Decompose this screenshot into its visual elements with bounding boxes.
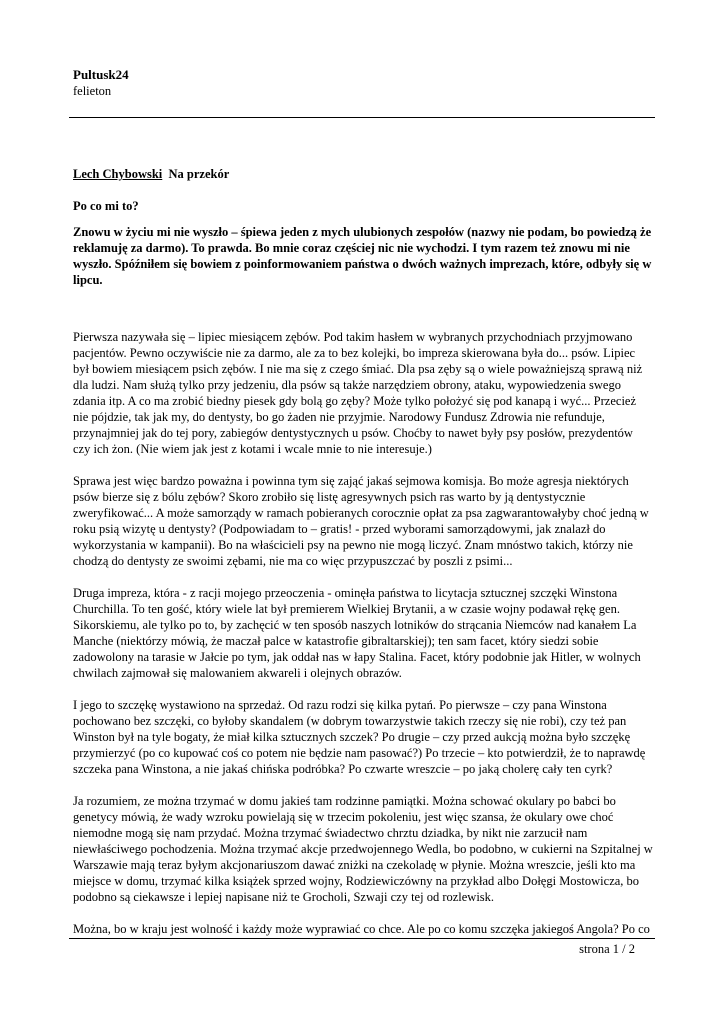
site-title: Pultusk24: [73, 67, 129, 82]
header-divider: [69, 117, 655, 118]
column-name: Na przekór: [168, 167, 230, 181]
article-body: [73, 329, 653, 953]
paragraph: Pierwsza nazywała się – lipiec miesiącem zębów. Pod takim hasłem w wybranych przychodniach przyjmowano pacjentów. Pewno oczywiście nie za darmo, ale za to bez kolejki, bo impreza skierowana była do... psów. Lipiec był bowiem miesiącem psich zębów. I nie ma się z czego śmiać. Dla psa zęby są o wiele poważniejszą sprawą niż dla ludzi. Nam służą tylko przy jedzeniu, dla psów są także narzędziem obrony, ataku, wypowiedzenia swego zdania itp. A co ma zrobić biedny piesek gdy bolą go zęby? Może tylko położyć się pod kanapą i wyć... Przecież nie pójdzie, tak jak my, do dentysty, bo go żaden nie przyjmie. Narodowy Fundusz Zdrowia nie refunduje, przynajmniej jak do tej pory, zabiegów dentystycznych u psów. Choćby to nawet były psy posłów, prezydentów czy ich żon. (Nie wiem jak jest z kotami i wcale mnie to nie interesuje.): [73, 330, 643, 456]
byline: [73, 167, 229, 182]
paragraph: I jego to szczękę wystawiono na sprzedaż. Od razu rodzi się kilka pytań. Po pierwsze – czy pana Winstona pochowano bez szczęki, co byłoby skandalem (w dobrym towarzystwie takich rzeczy się nie robi), czy też pan Winston był na tyle bogaty, że miał kilka sztucznych szczek? Po drugie – czy przed aukcją można było szczękę przymierzyć (po co kupować coś co potem nie będzie nam pasować?) Po trzecie – kto potwierdził, że to naprawdę szczeka pana Winstona, a nie jakaś chińska podróbka? Po czwarte wreszcie – po jaką cholerę cały ten cyrk?: [73, 698, 646, 776]
page-number: strona 1 / 2: [579, 942, 635, 956]
paragraph: Można, bo w kraju jest wolność i każdy może wyprawiać co chce. Ale po co komu szczęka jakiegoś Angola? Po co: [73, 922, 650, 936]
author-link[interactable]: Lech Chybowski: [73, 167, 163, 181]
paragraph: Ja rozumiem, ze można trzymać w domu jakieś tam rodzinne pamiątki. Można schować okulary po babci bo genetycy mówią, że wady wzroku powielają się w trzecim pokoleniu, jest więc szansa, że okulary owe choć niemodne mogą się nam przydać. Można trzymać świadectwo chrztu dziadka, by nikt nie zarzucił nam niewłaściwego pochodzenia. Można trzymać akcje przedwojennego Wedla, bo podobno, w cukierni na Szpitalnej w Warszawie mają teraz byłym akcjonariuszom dawać zniżki na czekoladę w płynie. Można wreszcie, jeśli kto ma miejsce w domu, trzymać kilka książek sprzed wojny, Rodziewiczówny na przykład albo Dołęgi Mostowicza, bo podobno są ciekawsze i lepiej napisane niż te Grocholi, Szwaji czy tej od rozlewisk.: [73, 794, 653, 904]
article-lead: Znowu w życiu mi nie wyszło – śpiewa jeden z mych ulubionych zespołów (nazwy nie podam, bo powiedzą że reklamuję za darmo). To prawda. Bo mnie coraz częściej nic nie wychodzi. I tym razem też znowu mi nie wyszło. Spóźniłem się bowiem z poinformowaniem państwa o dwóch ważnych imprezach, które, odbyły się w lipcu.: [73, 225, 652, 287]
paragraph: Druga impreza, która - z racji mojego przeoczenia - ominęła państwa to licytacja sztucznej szczęki Winstona Churchilla. To ten gość, który wiele lat był premierem Wielkiej Brytanii, a w czasie wojny podawał rękę gen. Sikorskiemu, ale tylko po to, by zachęcić w ten sposób naszych lotników do strącania Niemców nad kanałem La Manche (niektórzy mówią, że maczał palce w katastrofie gibraltarskiej); ten sam facet, który siedzi sobie zadowolony na tarasie w Jałcie po tym, jak oddał nas w łapy Stalina. Facet, który podobnie jak Hitler, w wolnych chwilach zajmował się malowaniem akwareli i olejnych obrazów.: [73, 586, 641, 680]
article-title: Po co mi to?: [73, 199, 139, 213]
paragraph: Sprawa jest więc bardzo poważna i powinna tym się zająć jakaś sejmowa komisja. Bo może agresja niektórych psów bierze się z bólu zębów? Skoro zrobiło się listę agresywnych psich ras warto by ją dentystycznie zweryfikować... A może samorządy w ramach pobieranych corocznie opłat za psa zagwarantowałyby choć jedną w roku psią wizytę u dentysty? (Podpowiadam to – gratis! - przed wyborami samorządowymi, jak znalazł do wykorzystania w kampanii). Bo na właścicieli psy na pewno nie mogą liczyć. Znam mnóstwo takich, którzy nie chodzą do dentysty ze swoimi zębami, nie ma co więc przypuszczać by poszli z psimi...: [73, 474, 649, 568]
footer-divider: [69, 938, 655, 939]
section-label: felieton: [73, 84, 112, 98]
